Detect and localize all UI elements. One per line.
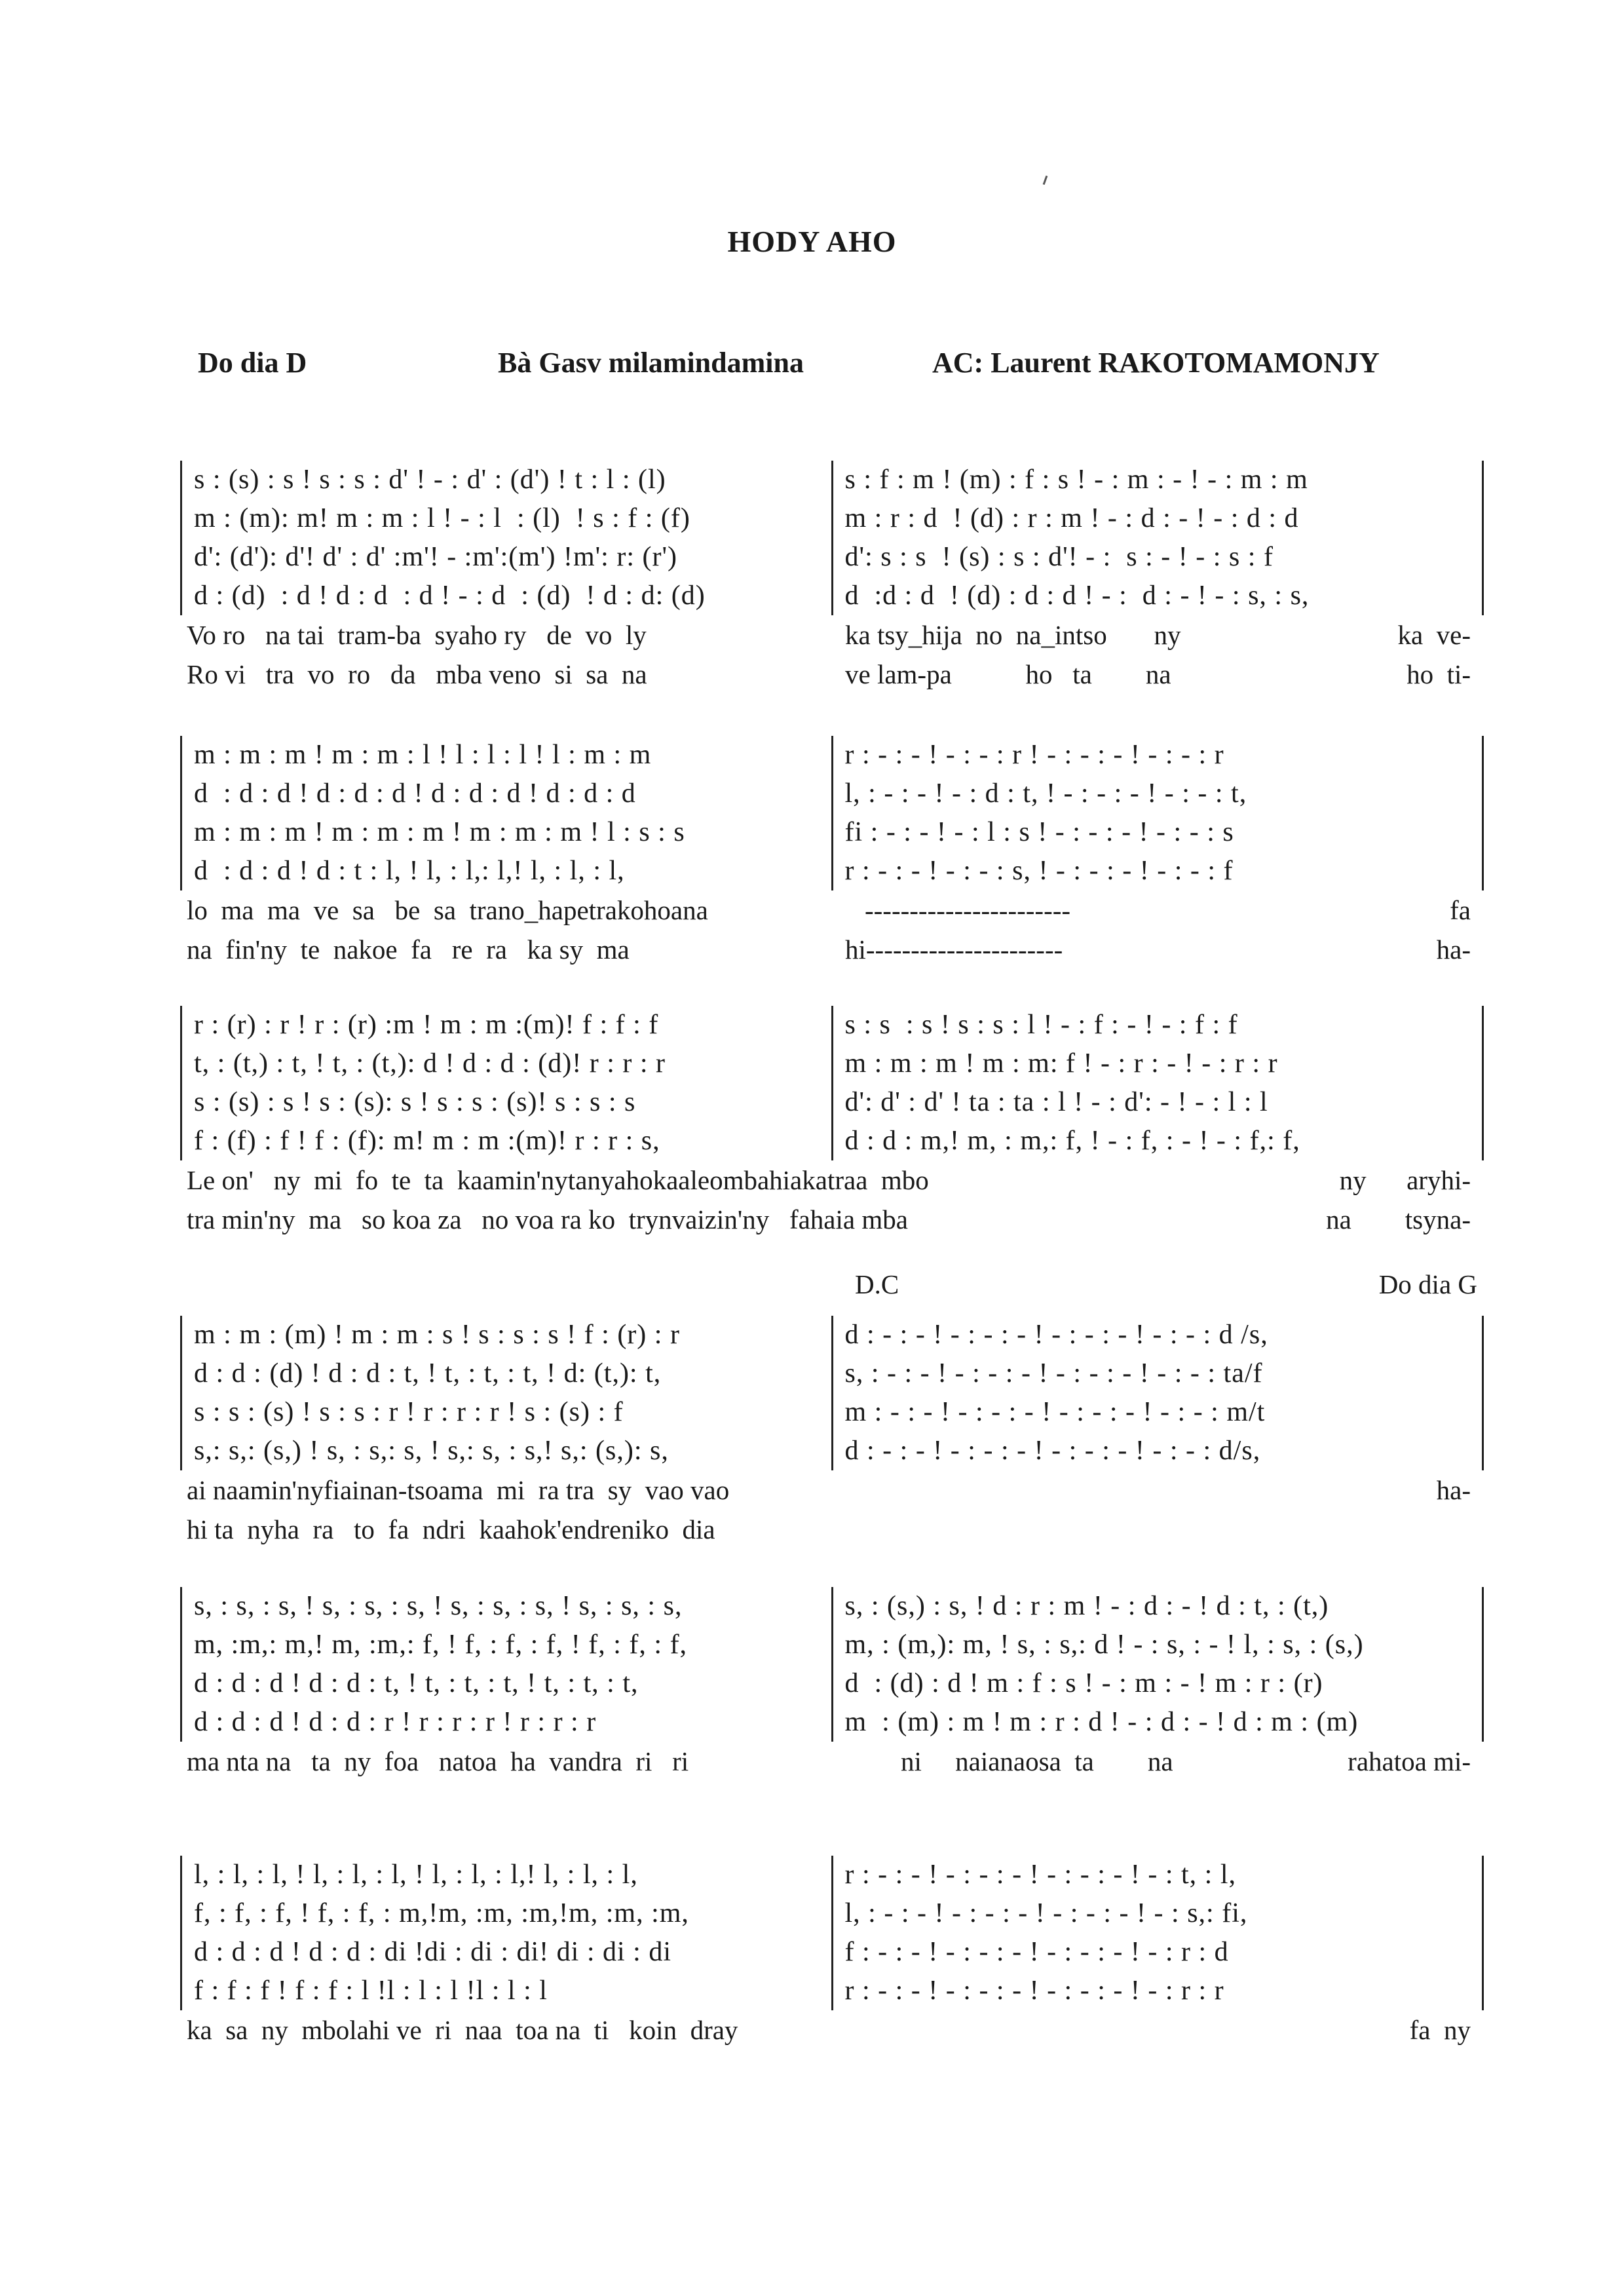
lyric-end: ny aryhi-	[1339, 1165, 1471, 1195]
alto-line: l, : - : - ! - : d : t, ! - : - : - ! - : - : t,	[844, 778, 1247, 809]
lyric-end: fa ny	[1409, 2015, 1471, 2045]
bass-line: f : (f) : f ! f : (f): m! m : m :(m)! r : r : s,	[194, 1126, 660, 1156]
lyric-verse-1	[180, 1160, 1484, 1200]
tenor-line: m : - : - ! - : - : - ! - : - : - ! - : - : m/t	[844, 1397, 1266, 1427]
soprano-line: s : s : s ! s : s : l ! - : f : - ! - : f : f	[844, 1010, 1238, 1040]
bass-line: s,: s,: (s,) ! s, : s,: s, ! s,: s, : s,! s,: (s,): s,	[194, 1436, 669, 1466]
staff-block	[180, 1006, 1484, 1160]
tenor-line: d : (d) : d ! m : f : s ! - : m : - ! m : r : (r)	[844, 1668, 1323, 1698]
soprano-line: r : - : - ! - : - : - ! - : - : - ! - : t, : l,	[844, 1860, 1237, 1890]
staff-left-half	[182, 1006, 833, 1160]
alto-line: m, :m,: m,! m, :m,: f, ! f, : f, : f, ! f, : f, : f,	[194, 1630, 688, 1660]
lyric-left: ai naamin'nyfiainan-tsoama mi ra tra sy vao vao	[187, 1475, 730, 1505]
lyric-verse-1	[180, 1742, 1484, 1781]
lyric-end: rahatoa mi-	[1348, 1746, 1471, 1776]
lyrics-block	[180, 615, 1484, 694]
soprano-line: m : m : (m) ! m : m : s ! s : s : s ! f : (r) : r	[194, 1320, 680, 1350]
lyric-left: tra min'ny ma so koa za no voa ra ko trynvaizin'ny fahaia mba	[187, 1204, 908, 1234]
lyric-right: ve lam-pa ho ta na	[845, 659, 1171, 689]
alto-line: m, : (m,): m, ! s, : s,: d ! - : s, : - ! l, : s, : (s,)	[844, 1630, 1364, 1660]
staff-block	[180, 736, 1484, 890]
staff-left-half	[182, 1587, 833, 1742]
song-title: HODY AHO	[727, 225, 897, 258]
composer-credit: AC: Laurent RAKOTOMAMONJY	[932, 347, 1380, 379]
lyric-verse-2	[180, 1510, 1484, 1549]
lyric-left: hi ta nyha ra to fa ndri kaahok'endreniko dia	[187, 1514, 715, 1544]
bass-line: d : d : d ! d : d : r ! r : r : r ! r : r : r	[194, 1707, 597, 1737]
alto-line: m : (m): m! m : m : l ! - : l : (l) ! s : f : (f)	[194, 503, 690, 533]
bass-line: f : f : f ! f : f : l !l : l : l !l : l : l	[194, 1976, 548, 2006]
bass-line: d : (d) : d ! d : d : d ! - : d : (d) ! d : d: (d)	[194, 581, 706, 611]
lyrics-block	[180, 890, 1484, 969]
tenor-line: d : d : d ! d : d : t, ! t, : t, : t, ! t, : t, : t,	[194, 1668, 639, 1698]
music-system-6	[180, 1856, 1484, 2050]
alto-line: l, : - : - ! - : - : - ! - : - : - ! - : s,: fi,	[844, 1898, 1248, 1928]
staff-right-half	[833, 736, 1482, 890]
music-system-1	[180, 461, 1484, 694]
tenor-line: s : (s) : s ! s : (s): s ! s : s : (s)! s : s : s	[194, 1087, 636, 1117]
staff-block	[180, 1856, 1484, 2010]
bass-line: d :d : d ! (d) : d : d ! - : d : - ! - : s, : s,	[844, 581, 1310, 611]
lyric-verse-1	[180, 615, 1484, 655]
lyric-left: ka sa ny mbolahi ve ri naa toa na ti koin dray	[187, 2015, 738, 2045]
lyric-right: hi----------------------	[845, 934, 1063, 965]
staff-left-half	[182, 1316, 833, 1470]
alto-line: f, : f, : f, ! f, : f, : m,!m, :m, :m,!m, :m, :m,	[194, 1898, 689, 1928]
tenor-line: d': s : s ! (s) : s : d'! - : s : - ! - : s : f	[844, 542, 1274, 572]
da-capo-marker: D.C	[855, 1269, 899, 1299]
music-system-5	[180, 1587, 1484, 1781]
tenor-line: f : - : - ! - : - : - ! - : - : - ! - : r : d	[844, 1937, 1229, 1967]
bass-line: m : (m) : m ! m : r : d ! - : d : - ! d : m : (m)	[844, 1707, 1359, 1737]
lyrics-block	[180, 1742, 1484, 1781]
soprano-line: s, : (s,) : s, ! d : r : m ! - : d : - ! d : t, : (t,)	[844, 1591, 1329, 1621]
lyric-end: ha-	[1436, 1475, 1471, 1505]
staff-right-half	[833, 461, 1482, 615]
key-change-marker: Do dia G	[1378, 1269, 1477, 1299]
lyric-end: ha-	[1436, 934, 1471, 965]
soprano-line: d : - : - ! - : - : - ! - : - : - ! - : - : d /s,	[844, 1320, 1268, 1350]
bass-line: d : d : d ! d : t : l, ! l, : l,: l,! l, : l, : l,	[194, 856, 625, 886]
staff-block	[180, 1587, 1484, 1742]
soprano-line: m : m : m ! m : m : l ! l : l : l ! l : m : m	[194, 740, 652, 770]
lyric-left: Le on' ny mi fo te ta kaamin'nytanyahokaaleombahiakatraa mbo	[187, 1165, 929, 1195]
lyric-left: ma nta na ta ny foa natoa ha vandra ri ri	[187, 1746, 689, 1776]
tenor-line: d': (d'): d'! d' : d' :m'! - :m':(m') !m': r: (r')	[194, 542, 678, 572]
lyric-left: Vo ro na tai tram-ba syaho ry de vo ly	[187, 620, 647, 650]
tenor-line: d : d : d ! d : d : di !di : di : di! di : di : di	[194, 1937, 671, 1967]
lyrics-block	[180, 2010, 1484, 2050]
alto-line: m : m : m ! m : m: f ! - : r : - ! - : r : r	[844, 1048, 1278, 1079]
staff-right-half	[833, 1587, 1482, 1742]
lyric-verse-1	[180, 2010, 1484, 2050]
lyric-end: ho ti-	[1407, 659, 1471, 689]
music-system-2	[180, 736, 1484, 969]
bass-line: r : - : - ! - : - : - ! - : - : - ! - : r : r	[844, 1976, 1224, 2006]
soprano-line: s : (s) : s ! s : s : d' ! - : d' : (d') ! t : l : (l)	[194, 465, 666, 495]
music-system-4	[180, 1269, 1484, 1549]
alto-line: d : d : (d) ! d : d : t, ! t, : t, : t, ! d: (t,): t,	[194, 1358, 662, 1388]
soprano-line: r : - : - ! - : - : r ! - : - : - ! - : - : r	[844, 740, 1224, 770]
navigation-markers	[180, 1269, 1484, 1308]
bass-line: d : - : - ! - : - : - ! - : - : - ! - : - : d/s,	[844, 1436, 1261, 1466]
staff-left-half	[182, 736, 833, 890]
music-system-3	[180, 1006, 1484, 1239]
lyric-left: Ro vi tra vo ro da mba veno si sa na	[187, 659, 647, 689]
lyric-right: -----------------------	[865, 895, 1071, 925]
lyric-end: ka ve-	[1397, 620, 1471, 650]
lyrics-block	[180, 1470, 1484, 1549]
lyric-verse-2	[180, 655, 1484, 694]
soprano-line: s : f : m ! (m) : f : s ! - : m : - ! - : m : m	[844, 465, 1308, 495]
bass-line: r : - : - ! - : - : s, ! - : - : - ! - : - : f	[844, 856, 1234, 886]
lyric-right: ni naianaosa ta na	[901, 1746, 1173, 1776]
lyric-end: na tsyna-	[1326, 1204, 1471, 1234]
alto-line: t, : (t,) : t, ! t, : (t,): d ! d : d : (d)! r : r : r	[194, 1048, 666, 1079]
lyricist-credit: Bà Gasv milamindamina	[498, 347, 804, 379]
lyric-left: lo ma ma ve sa be sa trano_hapetrakohoana	[187, 895, 708, 925]
lyrics-block	[180, 1160, 1484, 1239]
staff-block	[180, 1316, 1484, 1470]
stray-mark	[1043, 176, 1048, 185]
tenor-line: s : s : (s) ! s : s : r ! r : r : r ! s : (s) : f	[194, 1397, 624, 1427]
lyric-left: na fin'ny te nakoe fa re ra ka sy ma	[187, 934, 630, 965]
tenor-line: d': d' : d' ! ta : ta : l ! - : d': - ! - : l : l	[844, 1087, 1268, 1117]
staff-left-half	[182, 1856, 833, 2010]
lyric-verse-2	[180, 930, 1484, 969]
alto-line: d : d : d ! d : d : d ! d : d : d ! d : d : d	[194, 778, 636, 809]
staff-right-half	[833, 1856, 1482, 2010]
lyric-verse-1	[180, 890, 1484, 930]
alto-line: s, : - : - ! - : - : - ! - : - : - ! - : - : ta/f	[844, 1358, 1263, 1388]
staff-right-half	[833, 1006, 1482, 1160]
staff-block	[180, 461, 1484, 615]
alto-line: m : r : d ! (d) : r : m ! - : d : - ! - : d : d	[844, 503, 1299, 533]
tenor-line: fi : - : - ! - : l : s ! - : - : - ! - : - : s	[844, 817, 1234, 847]
tenor-line: m : m : m ! m : m : m ! m : m : m ! l : s : s	[194, 817, 685, 847]
lyric-verse-1	[180, 1470, 1484, 1510]
key-signature: Do dia D	[198, 347, 307, 379]
soprano-line: r : (r) : r ! r : (r) :m ! m : m :(m)! f : f : f	[194, 1010, 659, 1040]
soprano-line: s, : s, : s, ! s, : s, : s, ! s, : s, : s, ! s, : s, : s,	[194, 1591, 683, 1621]
lyric-end: fa	[1450, 895, 1471, 925]
lyric-right: ka tsy_hija no na_intso ny	[845, 620, 1181, 650]
soprano-line: l, : l, : l, ! l, : l, : l, ! l, : l, : l,! l, : l, : l,	[194, 1860, 638, 1890]
lyric-verse-2	[180, 1200, 1484, 1239]
staff-left-half	[182, 461, 833, 615]
staff-right-half	[833, 1316, 1482, 1470]
bass-line: d : d : m,! m, : m,: f, ! - : f, : - ! - : f,: f,	[844, 1126, 1300, 1156]
